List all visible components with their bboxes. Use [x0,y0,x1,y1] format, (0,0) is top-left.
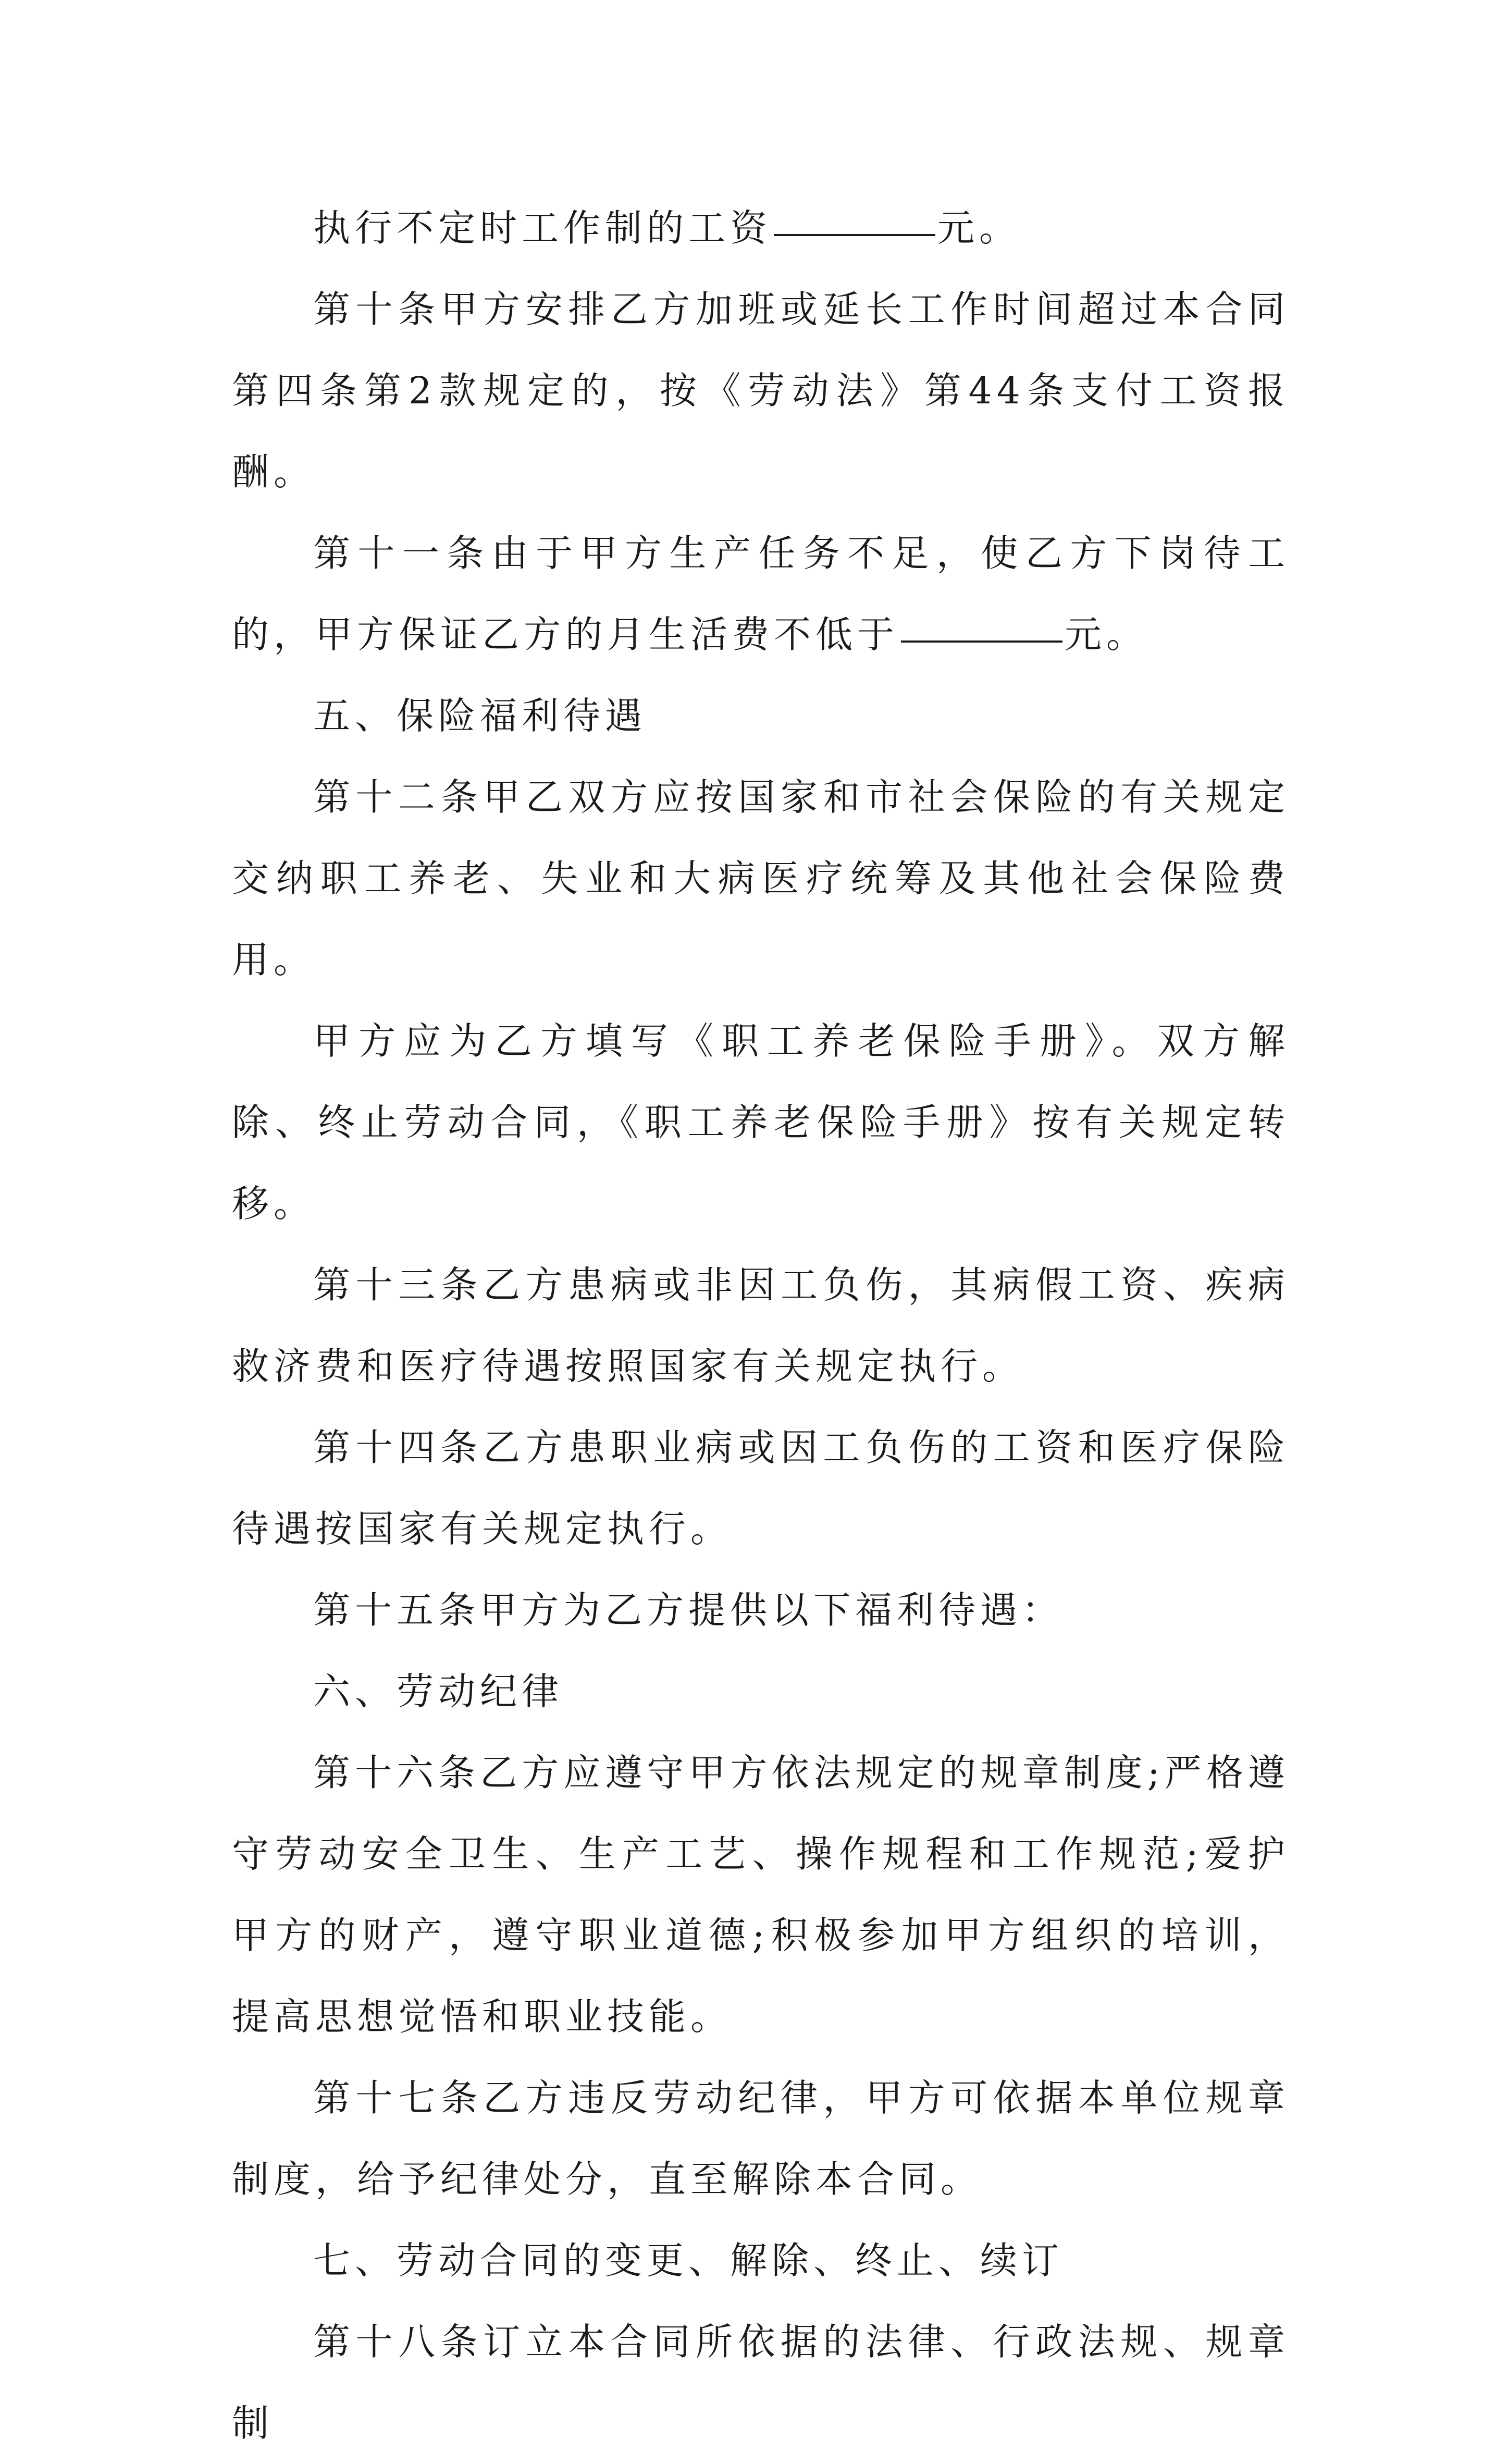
section-heading-labor-discipline: 六、劳动纪律 [313,1670,564,1713]
section-heading-contract-changes: 七、劳动合同的变更、解除、终止、续订 [313,2239,1064,2282]
paragraph-text: 第十一条由于甲方生产任务不足，使乙方下岗待工的，甲方保证乙方的月生活费不低于 [232,532,1290,656]
paragraph-article-17: 第十七条乙方违反劳动纪律，甲方可依据本单位规章制度，给予纪律处分，直至解除本合同。 [232,2076,1290,2201]
paragraph-article-13: 第十三条乙方患病或非因工负伤，其病假工资、疾病救济费和医疗待遇按照国家有关规定执行。 [232,1263,1290,1388]
paragraph-article-15: 第十五条甲方为乙方提供以下福利待遇： [313,1588,1064,1632]
paragraph-article-18: 第十八条订立本合同所依据的法律、行政法规、规章制 [232,2320,1290,2445]
fill-in-blank [774,233,935,236]
paragraph-pension-handbook: 甲方应为乙方填写《职工养老保险手册》。双方解除、终止劳动合同，《职工养老保险手册》按有关规定转移。 [232,1019,1290,1225]
paragraph-text: 执行不定时工作制的工资 [313,206,772,250]
paragraph-article-11 [232,513,1290,675]
paragraph-article-10: 第十条甲方安排乙方加班或延长工作时间超过本合同第四条第2款规定的，按《劳动法》第44条支付工资报酬。 [232,288,1290,494]
paragraph-article-14: 第十四条乙方患职业病或因工负伤的工资和医疗保险待遇按国家有关规定执行。 [232,1426,1290,1550]
section-heading-insurance-welfare: 五、保险福利待遇 [313,694,647,737]
paragraph-article-12: 第十二条甲乙双方应按国家和市社会保险的有关规定交纳职工养老、失业和大病医疗统筹及其他社会保险费用。 [232,775,1290,981]
paragraph-irregular-hours-wage [232,188,1290,269]
fill-in-blank [901,640,1062,643]
paragraph-article-16: 第十六条乙方应遵守甲方依法规定的规章制度;严格遵守劳动安全卫生、生产工艺、操作规程和工作规范;爱护甲方的财产，遵守职业道德;积极参加甲方组织的培训，提高思想觉悟和职业技能。 [232,1751,1290,2038]
document-body [232,188,1290,2464]
paragraph-text: 元。 [937,206,1021,250]
paragraph-text: 元。 [1065,613,1148,656]
